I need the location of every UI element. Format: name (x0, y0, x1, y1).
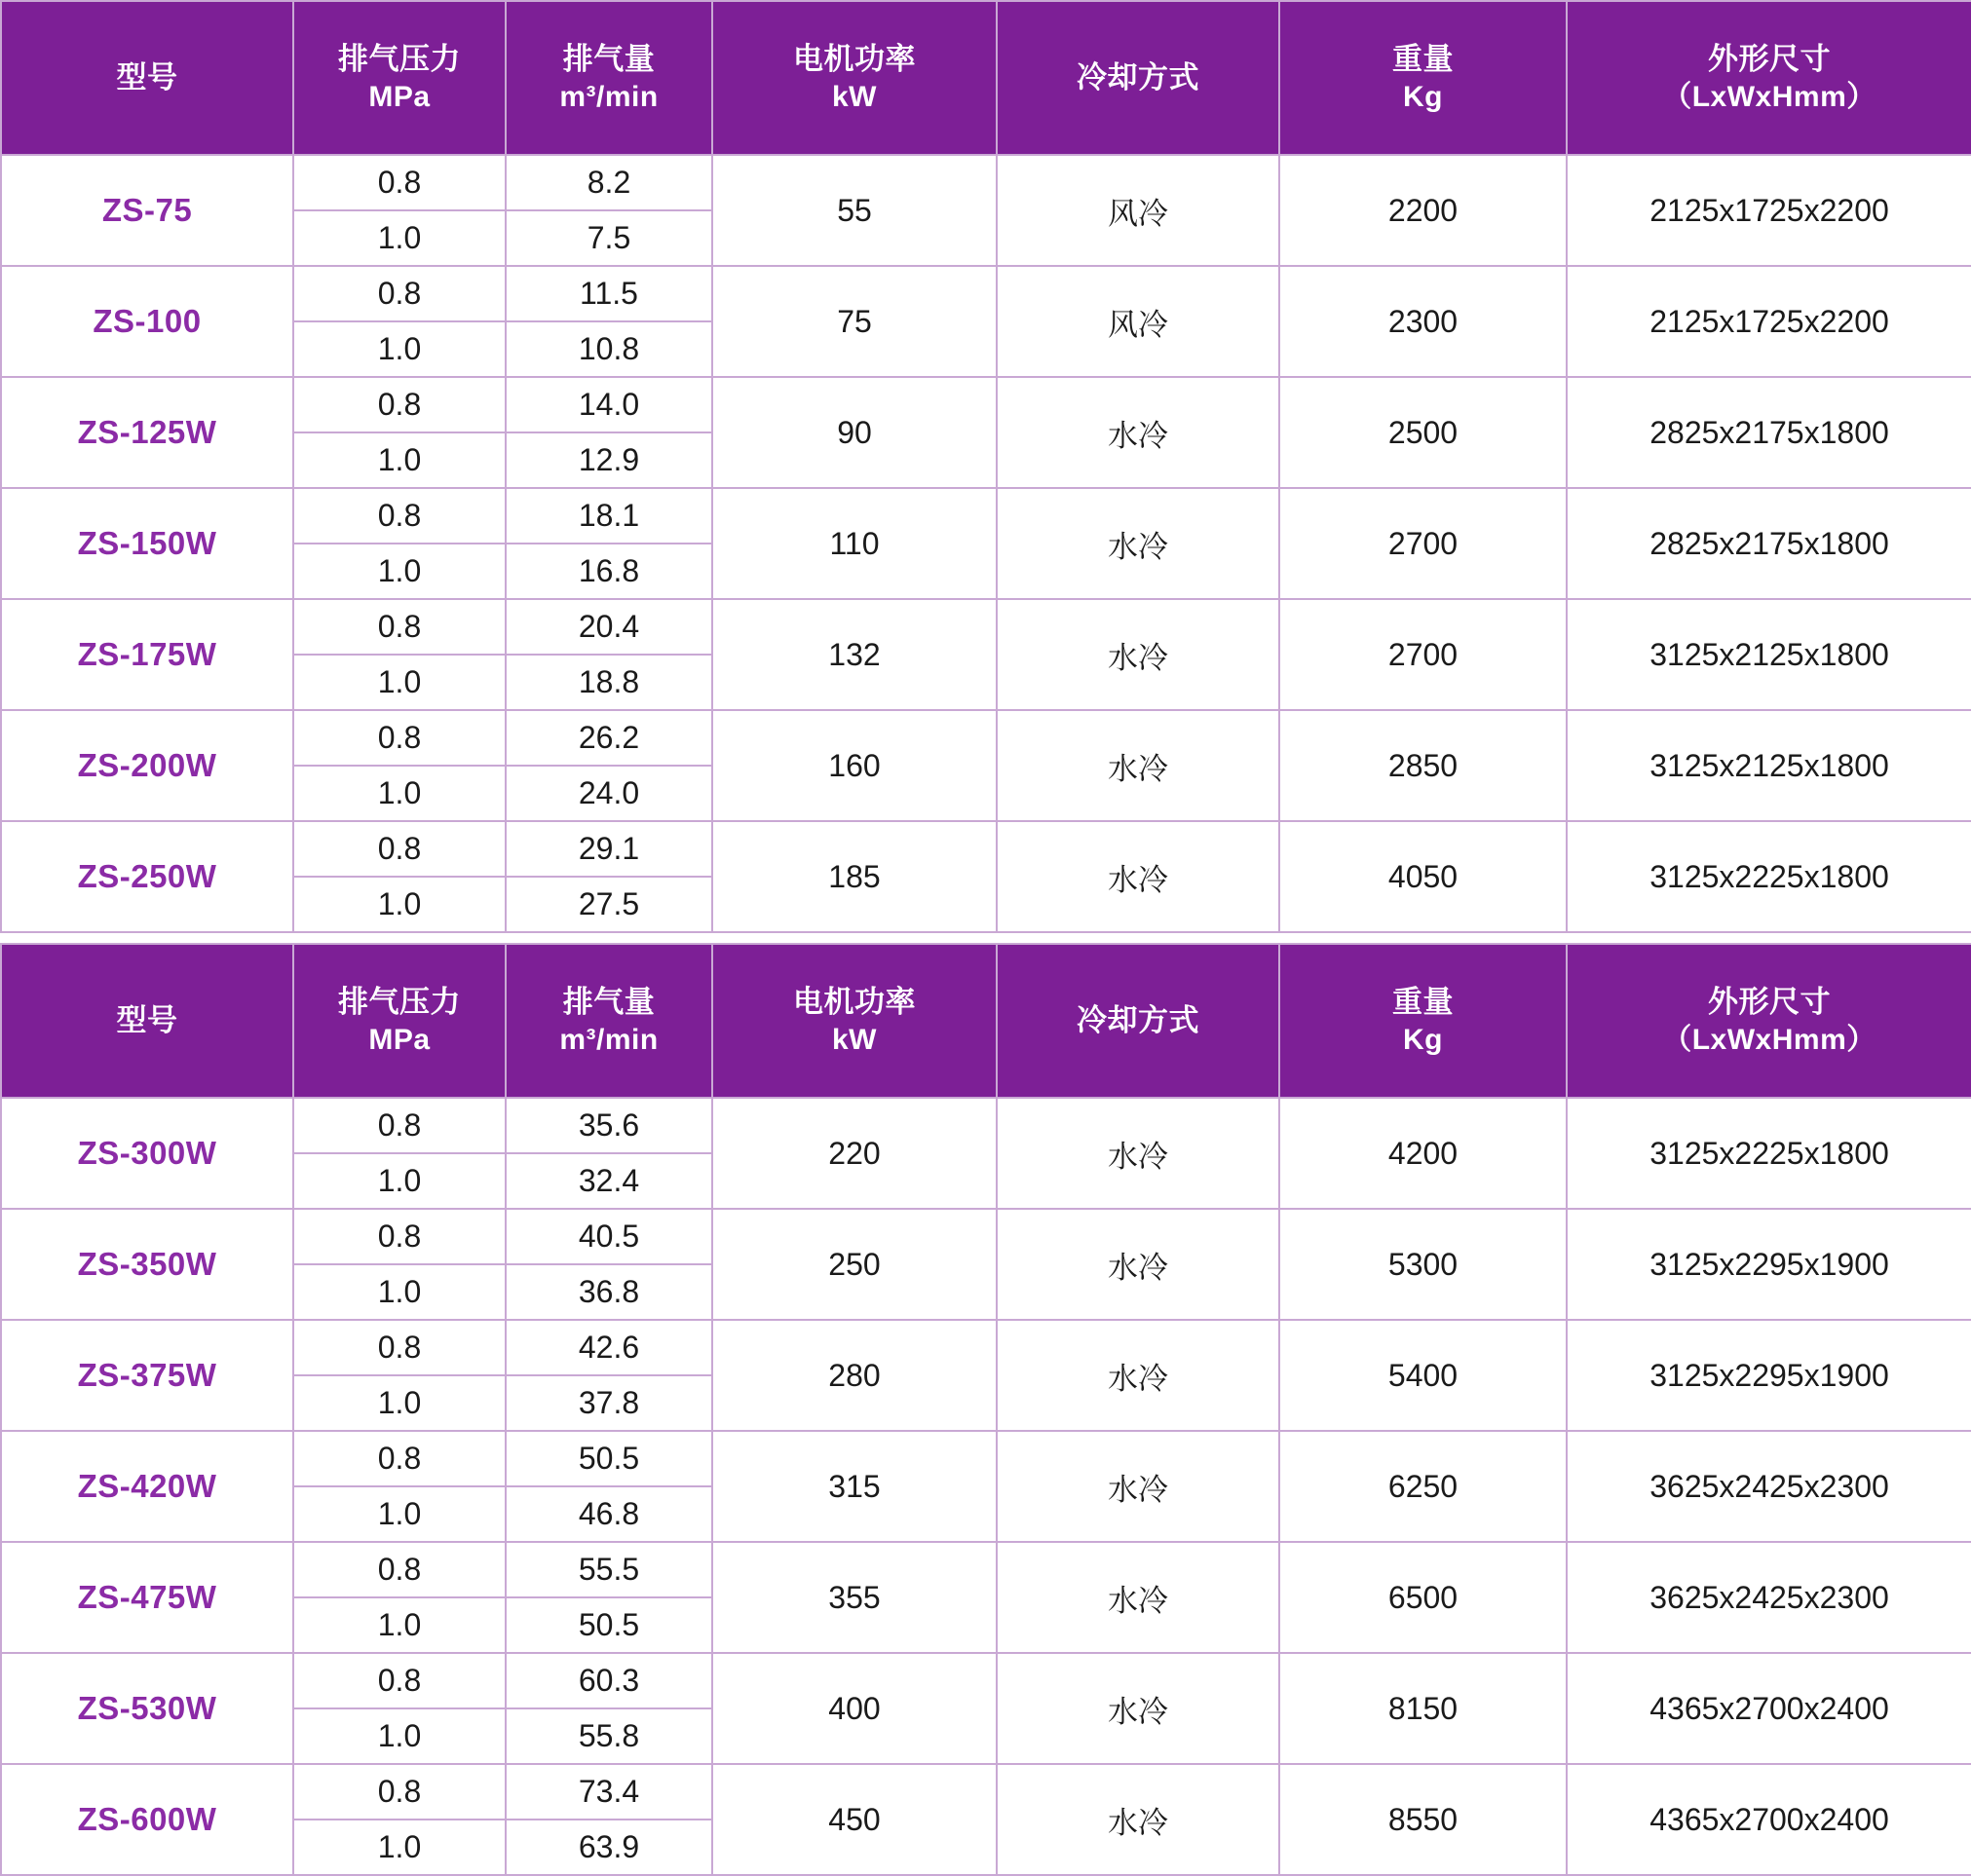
cell-power: 132 (712, 599, 997, 710)
header-pressure-unit: MPa (368, 80, 431, 113)
cell-flow: 14.0 (506, 377, 712, 432)
cell-power: 450 (712, 1764, 997, 1875)
cell-weight: 2700 (1279, 599, 1567, 710)
cell-cooling: 水冷 (997, 1653, 1279, 1764)
cell-dimensions: 3125x2125x1800 (1567, 710, 1971, 821)
header-power-unit: kW (832, 80, 877, 113)
cell-weight: 8150 (1279, 1653, 1567, 1764)
cell-flow: 29.1 (506, 821, 712, 877)
cell-flow: 50.5 (506, 1431, 712, 1486)
cell-dimensions: 2825x2175x1800 (1567, 488, 1971, 599)
cell-pressure: 1.0 (293, 1375, 506, 1431)
cell-flow: 24.0 (506, 766, 712, 821)
cell-dimensions: 2825x2175x1800 (1567, 377, 1971, 488)
cell-flow: 32.4 (506, 1153, 712, 1209)
cell-power: 250 (712, 1209, 997, 1320)
table-row (1, 1098, 1971, 1153)
header-weight-label: 重量 (1392, 984, 1454, 1019)
cell-weight: 2200 (1279, 155, 1567, 266)
cell-pressure: 1.0 (293, 1820, 506, 1875)
cell-dimensions: 4365x2700x2400 (1567, 1653, 1971, 1764)
cell-cooling: 水冷 (997, 1209, 1279, 1320)
cell-flow: 27.5 (506, 877, 712, 932)
cell-model: ZS-375W (1, 1320, 293, 1431)
header-dimensions-unit: （LxWxHmm） (1662, 1023, 1876, 1056)
table-row (1, 1542, 1971, 1597)
cell-cooling: 水冷 (997, 1431, 1279, 1542)
header-power-label: 电机功率 (793, 984, 916, 1019)
cell-pressure: 1.0 (293, 210, 506, 266)
header-dimensions (1567, 1, 1971, 155)
cell-pressure: 0.8 (293, 488, 506, 544)
cell-pressure: 0.8 (293, 710, 506, 766)
cell-flow: 73.4 (506, 1764, 712, 1820)
cell-flow: 10.8 (506, 321, 712, 377)
cell-power: 400 (712, 1653, 997, 1764)
header-weight-unit: Kg (1403, 1023, 1443, 1056)
header-cooling: 冷却方式 (997, 1, 1279, 155)
cell-dimensions: 3625x2425x2300 (1567, 1431, 1971, 1542)
cell-cooling: 水冷 (997, 599, 1279, 710)
header-pressure-label: 排气压力 (338, 41, 461, 76)
cell-weight: 6250 (1279, 1431, 1567, 1542)
cell-dimensions: 3125x2295x1900 (1567, 1320, 1971, 1431)
cell-cooling: 水冷 (997, 1320, 1279, 1431)
cell-dimensions: 3125x2225x1800 (1567, 1098, 1971, 1209)
cell-model: ZS-530W (1, 1653, 293, 1764)
cell-pressure: 0.8 (293, 1542, 506, 1597)
header-flow (506, 1, 712, 155)
cell-weight: 4200 (1279, 1098, 1567, 1209)
spec-table-1 (0, 0, 1971, 933)
cell-model: ZS-300W (1, 1098, 293, 1209)
cell-model: ZS-420W (1, 1431, 293, 1542)
header-cooling: 冷却方式 (997, 944, 1279, 1098)
header-weight (1279, 944, 1567, 1098)
header-model: 型号 (1, 944, 293, 1098)
cell-weight: 8550 (1279, 1764, 1567, 1875)
cell-weight: 2300 (1279, 266, 1567, 377)
cell-pressure: 1.0 (293, 432, 506, 488)
cell-pressure: 0.8 (293, 266, 506, 321)
header-dimensions-unit: （LxWxHmm） (1662, 80, 1876, 113)
cell-model: ZS-175W (1, 599, 293, 710)
cell-pressure: 1.0 (293, 1486, 506, 1542)
cell-flow: 18.1 (506, 488, 712, 544)
cell-power: 315 (712, 1431, 997, 1542)
cell-flow: 36.8 (506, 1264, 712, 1320)
table-row (1, 1320, 1971, 1375)
cell-pressure: 1.0 (293, 1264, 506, 1320)
cell-flow: 46.8 (506, 1486, 712, 1542)
table-row (1, 710, 1971, 766)
cell-dimensions: 2125x1725x2200 (1567, 155, 1971, 266)
cell-weight: 6500 (1279, 1542, 1567, 1653)
header-flow-label: 排气量 (562, 984, 656, 1019)
cell-cooling: 水冷 (997, 1542, 1279, 1653)
cell-cooling: 风冷 (997, 155, 1279, 266)
cell-model: ZS-200W (1, 710, 293, 821)
cell-cooling: 水冷 (997, 710, 1279, 821)
header-row (1, 1, 1971, 155)
cell-power: 220 (712, 1098, 997, 1209)
table-row (1, 599, 1971, 655)
cell-pressure: 1.0 (293, 321, 506, 377)
cell-flow: 16.8 (506, 544, 712, 599)
cell-pressure: 1.0 (293, 544, 506, 599)
cell-power: 90 (712, 377, 997, 488)
cell-dimensions: 3125x2125x1800 (1567, 599, 1971, 710)
cell-pressure: 0.8 (293, 1098, 506, 1153)
header-flow-unit: m³/min (559, 80, 659, 113)
header-pressure-label: 排气压力 (338, 984, 461, 1019)
header-flow (506, 944, 712, 1098)
table-row (1, 266, 1971, 321)
cell-pressure: 0.8 (293, 1320, 506, 1375)
header-weight-label: 重量 (1392, 41, 1454, 76)
cell-dimensions: 3125x2225x1800 (1567, 821, 1971, 932)
cell-model: ZS-600W (1, 1764, 293, 1875)
cell-model: ZS-75 (1, 155, 293, 266)
cell-flow: 8.2 (506, 155, 712, 210)
cell-weight: 2850 (1279, 710, 1567, 821)
cell-pressure: 0.8 (293, 1209, 506, 1264)
cell-weight: 5400 (1279, 1320, 1567, 1431)
cell-pressure: 0.8 (293, 1764, 506, 1820)
cell-cooling: 水冷 (997, 1764, 1279, 1875)
cell-power: 185 (712, 821, 997, 932)
table-body-1 (1, 155, 1971, 932)
cell-dimensions: 4365x2700x2400 (1567, 1764, 1971, 1875)
cell-model: ZS-475W (1, 1542, 293, 1653)
table-header (1, 1, 1971, 155)
cell-pressure: 1.0 (293, 1708, 506, 1764)
cell-dimensions: 2125x1725x2200 (1567, 266, 1971, 377)
table-header (1, 944, 1971, 1098)
table-row (1, 1431, 1971, 1486)
cell-pressure: 1.0 (293, 655, 506, 710)
header-dimensions-label: 外形尺寸 (1708, 984, 1831, 1019)
header-dimensions-label: 外形尺寸 (1708, 41, 1831, 76)
cell-flow: 26.2 (506, 710, 712, 766)
cell-weight: 4050 (1279, 821, 1567, 932)
cell-flow: 60.3 (506, 1653, 712, 1708)
cell-flow: 18.8 (506, 655, 712, 710)
table-row (1, 1764, 1971, 1820)
header-weight-unit: Kg (1403, 80, 1443, 113)
header-model: 型号 (1, 1, 293, 155)
header-flow-unit: m³/min (559, 1023, 659, 1056)
cell-power: 55 (712, 155, 997, 266)
cell-power: 355 (712, 1542, 997, 1653)
cell-weight: 2700 (1279, 488, 1567, 599)
cell-flow: 7.5 (506, 210, 712, 266)
header-pressure-unit: MPa (368, 1023, 431, 1056)
cell-pressure: 1.0 (293, 766, 506, 821)
cell-model: ZS-125W (1, 377, 293, 488)
cell-model: ZS-100 (1, 266, 293, 377)
cell-dimensions: 3125x2295x1900 (1567, 1209, 1971, 1320)
cell-weight: 5300 (1279, 1209, 1567, 1320)
cell-pressure: 1.0 (293, 877, 506, 932)
cell-flow: 55.5 (506, 1542, 712, 1597)
table-row (1, 821, 1971, 877)
header-pressure (293, 1, 506, 155)
table-row (1, 377, 1971, 432)
cell-flow: 40.5 (506, 1209, 712, 1264)
cell-cooling: 水冷 (997, 488, 1279, 599)
cell-flow: 42.6 (506, 1320, 712, 1375)
cell-model: ZS-150W (1, 488, 293, 599)
cell-model: ZS-250W (1, 821, 293, 932)
cell-flow: 50.5 (506, 1597, 712, 1653)
cell-flow: 37.8 (506, 1375, 712, 1431)
header-power (712, 944, 997, 1098)
cell-model: ZS-350W (1, 1209, 293, 1320)
header-weight (1279, 1, 1567, 155)
cell-power: 160 (712, 710, 997, 821)
cell-power: 110 (712, 488, 997, 599)
cell-flow: 35.6 (506, 1098, 712, 1153)
cell-pressure: 0.8 (293, 821, 506, 877)
cell-power: 75 (712, 266, 997, 377)
cell-pressure: 0.8 (293, 599, 506, 655)
cell-cooling: 水冷 (997, 1098, 1279, 1209)
cell-flow: 11.5 (506, 266, 712, 321)
cell-dimensions: 3625x2425x2300 (1567, 1542, 1971, 1653)
cell-pressure: 0.8 (293, 155, 506, 210)
cell-cooling: 水冷 (997, 377, 1279, 488)
header-power-unit: kW (832, 1023, 877, 1056)
spec-table-2 (0, 943, 1971, 1876)
table-row (1, 1209, 1971, 1264)
cell-pressure: 1.0 (293, 1153, 506, 1209)
cell-flow: 55.8 (506, 1708, 712, 1764)
cell-power: 280 (712, 1320, 997, 1431)
header-pressure (293, 944, 506, 1098)
table-row (1, 1653, 1971, 1708)
cell-cooling: 风冷 (997, 266, 1279, 377)
header-power (712, 1, 997, 155)
cell-flow: 12.9 (506, 432, 712, 488)
cell-pressure: 0.8 (293, 1653, 506, 1708)
cell-pressure: 1.0 (293, 1597, 506, 1653)
header-dimensions (1567, 944, 1971, 1098)
header-power-label: 电机功率 (793, 41, 916, 76)
table-body-2 (1, 1098, 1971, 1875)
header-row (1, 944, 1971, 1098)
cell-cooling: 水冷 (997, 821, 1279, 932)
cell-flow: 63.9 (506, 1820, 712, 1875)
table-row (1, 488, 1971, 544)
table-row (1, 155, 1971, 210)
cell-weight: 2500 (1279, 377, 1567, 488)
cell-flow: 20.4 (506, 599, 712, 655)
cell-pressure: 0.8 (293, 1431, 506, 1486)
header-flow-label: 排气量 (562, 41, 656, 76)
cell-pressure: 0.8 (293, 377, 506, 432)
